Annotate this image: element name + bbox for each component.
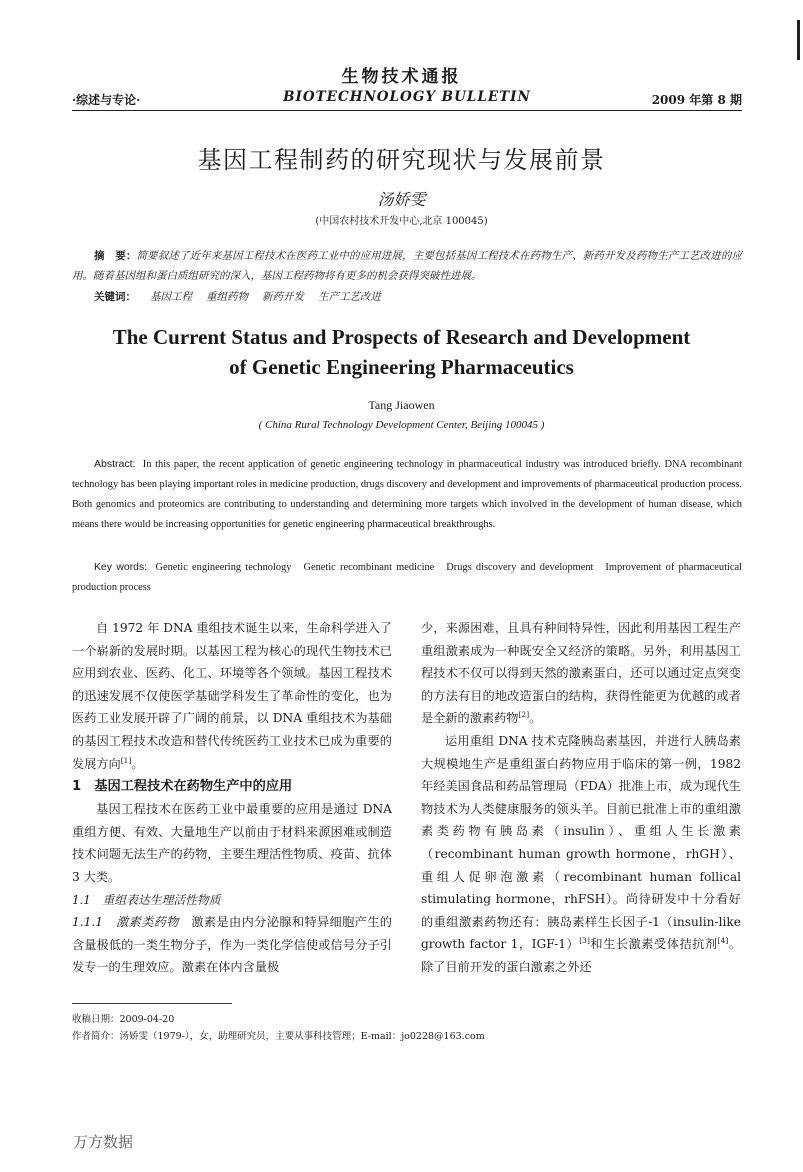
affiliation-cn: (中国农村技术开发中心,北京 100045) (315, 216, 488, 227)
keyword-en: Improvement of pharmaceutical production process (72, 562, 742, 593)
citation: [3] (579, 936, 590, 946)
citation: [4] (717, 936, 729, 946)
footnote (72, 1011, 752, 1045)
watermark: 万方数据 (73, 1133, 134, 1151)
keywords-en-label: Key words: (94, 562, 148, 573)
received-date: 收稿日期：2009-04-20 (72, 1014, 175, 1025)
keywords-cn-label: 关键词： (94, 291, 136, 303)
abstract-cn-text: 简要叙述了近年来基因工程技术在医药工业中的应用进展，主要包括基因工程技术在药物生产、新药开发及药物生产工艺改进的应用。随着基因组和蛋白质组研究的深入，基因工程药物将有更多的机会获得突破性进展。 (72, 250, 742, 282)
citation: [1] (120, 755, 132, 765)
affiliation-en: ( China Rural Technology Development Center, Beijing 100045 ) (258, 419, 545, 431)
header-rule (72, 110, 742, 111)
issue-label: 2009 年第 8 期 (651, 93, 742, 107)
subsubsection-heading: 1.1.1 激素类药物 (72, 915, 192, 930)
article-title-en-line: of Genetic Engineering Pharmaceutics (229, 355, 574, 379)
abstract-en-label: Abstract: (94, 458, 136, 470)
footnote-rule (72, 1003, 232, 1004)
section-label: ·综述与专论· (72, 93, 141, 107)
keyword-cn: 生产工艺改进 (318, 291, 381, 303)
citation: [2] (518, 710, 530, 720)
keyword-cn: 新药开发 (262, 291, 304, 303)
subsection-heading: 1.1 重组表达生理活性物质 (72, 892, 221, 907)
journal-title-cn: 生物技术通报 (341, 67, 462, 87)
paragraph: 少，来源困难，且具有种间特异性，因此利用基因工程生产重组激素成为一种既安全又经济的策略。另外，利用基因工程技术不仅可以得到天然的激素蛋白，还可以通过定点突变的方法有目的地改造蛋白的结构，获得性能更为优越的或者是全新的激素药物[2]。 (421, 621, 741, 726)
keyword-en: Genetic recombinant medicine (303, 562, 435, 573)
paragraph: 基因工程技术在医药工业中最重要的应用是通过 DNA 重组方便、有效、大量地生产以前由于材料来源困难或制造技术问题无法生产的药物，主要生理活性物质、疫苗、抗体 3 大类。 (72, 802, 392, 884)
article-title-cn: 基因工程制药的研究现状与发展前景 (197, 146, 606, 174)
keyword-en: Genetic engineering technology (155, 562, 292, 573)
abstract-en-text: In this paper, the recent application of genetic engineering technology in pharmaceutical industry was introduced briefly. DNA recombinant technology has been playing important roles in medicine production, drugs discovery and development and improvements of pharmaceutical production process. Both genomics and proteomics are contributing to understanding and determining more targets which involved in the development of human disease, which means there would be increasing opportunities for genetic engineering pharmaceutical breakthroughs. (72, 459, 742, 530)
abstract-en (72, 454, 742, 535)
author-bio: 作者简介：汤娇雯（1979-），女，助理研究员，主要从事科技管理；E-mail：jo0228@163.com (72, 1031, 485, 1042)
article-title-en-line: The Current Status and Prospects of Research and Development (112, 325, 691, 349)
keywords-cn (94, 289, 734, 304)
article-title-en (0, 322, 803, 382)
abstract-cn-label: 摘 要： (94, 250, 137, 262)
keyword-en: Drugs discovery and development (446, 562, 594, 573)
keyword-cn: 基因工程 (150, 291, 192, 303)
running-header (72, 89, 742, 109)
keywords-en (72, 558, 742, 598)
body-column-right (421, 617, 741, 979)
journal-title-en: BIOTECHNOLOGY BULLETIN (283, 89, 531, 105)
body-column-left (72, 617, 392, 979)
page-edge-rule (797, 20, 800, 60)
paragraph: 运用重组 DNA 技术克隆胰岛素基因，并进行人胰岛素大规模地生产是重组蛋白药物应用于临床的第一例，1982 年经美国食品和药品管理局（FDA）批准上市，成为现代生物技术为人类健康服务的领头羊。目前已批准上市的重组激素类药物有胰岛素（insulin）、重组人生长激素（recombinant human growth hormone，rhGH）、重组人促卵泡激素（recombinant human follical stimulating hormone，rhFSH）。尚待研发中十分看好的重组激素药物还有：胰岛素样生长因子-1（insulin-like growth factor 1，IGF-1）[3]和生长激素受体拮抗剂[4]。除了目前开发的蛋白激素之外还 (421, 733, 742, 974)
author-en: Tang Jiaowen (368, 398, 435, 412)
paragraph: 自 1972 年 DNA 重组技术诞生以来，生命科学进入了一个崭新的发展时期。以基因工程为核心的现代生物技术已应用到农业、医药、化工、环境等各个领域。基因工程技术的迅速发展不仅使医学基础学科发生了革命性的变化，也为医药工业发展开辟了广阔的前景，以 DNA 重组技术为基础的基因工程技术改造和替代传统医药工业技术已成为重要的发展方向[1]。 (72, 621, 392, 771)
keyword-cn: 重组药物 (206, 291, 248, 303)
section-heading: 1 基因工程技术在药物生产中的应用 (72, 779, 293, 795)
paragraph: 1.1.1 激素类药物 激素是由内分泌腺和特异细胞产生的含量极低的一类生物分子，作为一类化学信使或信号分子引发专一的生理效应。激素在体内含量极 (72, 915, 392, 975)
abstract-cn (72, 246, 742, 286)
author-cn: 汤娇雯 (377, 190, 426, 209)
